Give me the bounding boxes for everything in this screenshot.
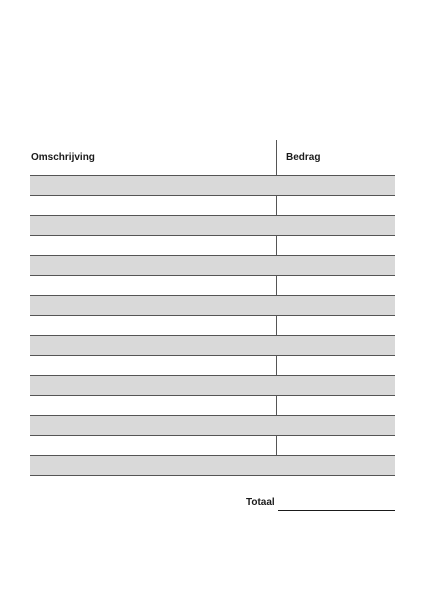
amount-cell[interactable] — [280, 176, 392, 195]
table-row — [30, 216, 395, 236]
description-cell[interactable] — [33, 276, 273, 295]
amount-cell[interactable] — [280, 436, 392, 455]
total-label: Totaal — [246, 497, 275, 508]
description-cell[interactable] — [33, 396, 273, 415]
amount-column-header: Bedrag — [286, 152, 321, 163]
table-row — [30, 336, 395, 356]
description-cell[interactable] — [33, 416, 273, 435]
amount-cell[interactable] — [280, 216, 392, 235]
description-cell[interactable] — [33, 356, 273, 375]
amount-cell[interactable] — [280, 276, 392, 295]
table-row — [30, 175, 395, 196]
table-row — [30, 436, 395, 456]
table-row — [30, 416, 395, 436]
description-cell[interactable] — [33, 436, 273, 455]
description-cell[interactable] — [33, 216, 273, 235]
table-row — [30, 376, 395, 396]
total-field[interactable] — [278, 510, 395, 511]
description-cell[interactable] — [33, 316, 273, 335]
table-row — [30, 456, 395, 476]
description-cell[interactable] — [33, 256, 273, 275]
description-cell[interactable] — [33, 376, 273, 395]
amount-cell[interactable] — [280, 336, 392, 355]
table-row — [30, 256, 395, 276]
table-row — [30, 396, 395, 416]
description-column-header: Omschrijving — [31, 152, 95, 163]
description-cell[interactable] — [33, 236, 273, 255]
table-row — [30, 356, 395, 376]
amount-cell[interactable] — [280, 256, 392, 275]
amount-cell[interactable] — [280, 236, 392, 255]
amount-cell[interactable] — [280, 416, 392, 435]
amount-cell[interactable] — [280, 296, 392, 315]
table-row — [30, 196, 395, 216]
description-cell[interactable] — [33, 176, 273, 195]
amount-cell[interactable] — [280, 456, 392, 475]
expense-table — [30, 140, 395, 475]
table-row — [30, 316, 395, 336]
table-row — [30, 276, 395, 296]
amount-cell[interactable] — [280, 396, 392, 415]
amount-cell[interactable] — [280, 316, 392, 335]
table-row — [30, 236, 395, 256]
description-cell[interactable] — [33, 456, 273, 475]
amount-cell[interactable] — [280, 376, 392, 395]
table-row — [30, 296, 395, 316]
amount-cell[interactable] — [280, 356, 392, 375]
table-rows — [30, 175, 395, 476]
amount-cell[interactable] — [280, 196, 392, 215]
description-cell[interactable] — [33, 296, 273, 315]
description-cell[interactable] — [33, 336, 273, 355]
description-cell[interactable] — [33, 196, 273, 215]
